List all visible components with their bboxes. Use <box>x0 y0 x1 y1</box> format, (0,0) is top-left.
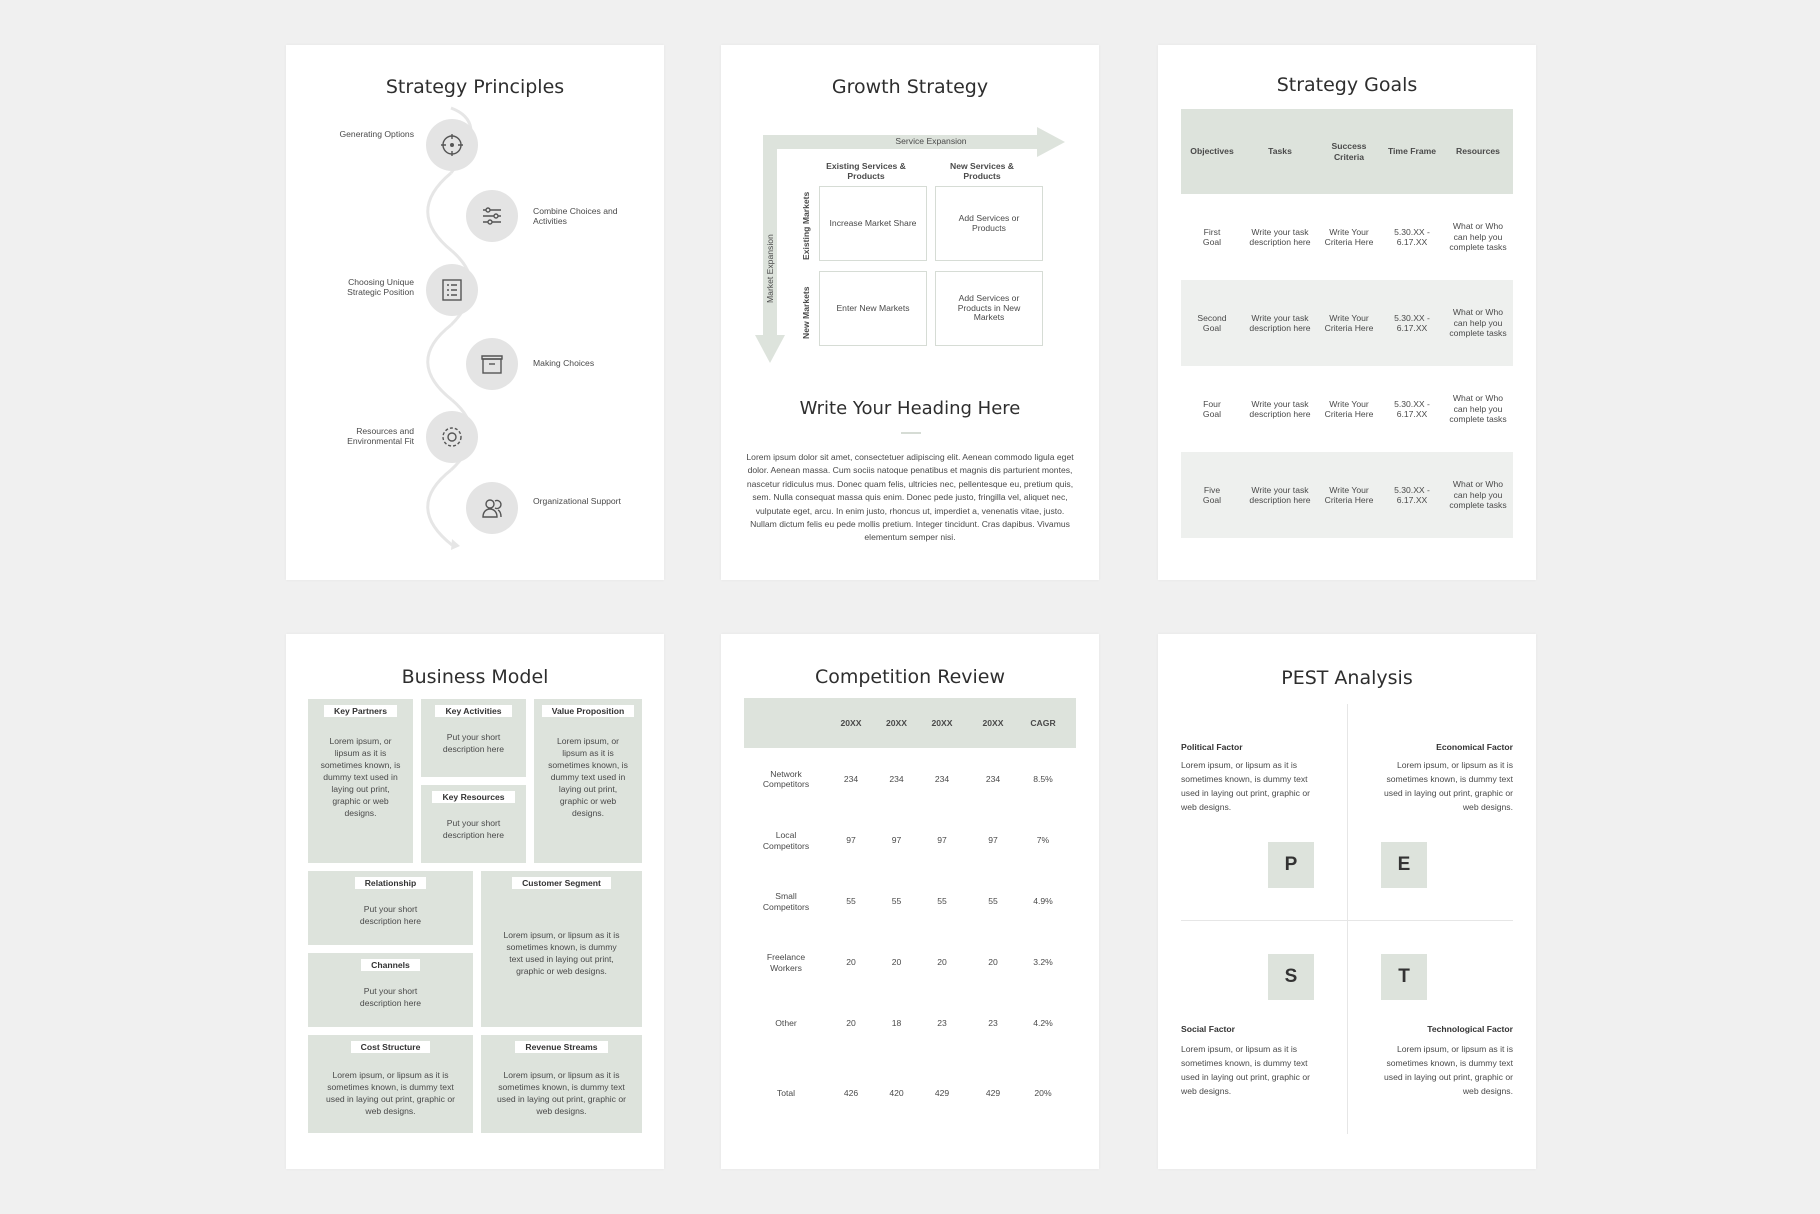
table-cell: Five Goal <box>1202 484 1222 505</box>
row-header-new: New Markets <box>801 286 811 339</box>
table-cell: 420 <box>889 1087 904 1098</box>
table-cell: Freelance Workers <box>766 952 806 973</box>
principle-label-6: Organizational Support <box>533 496 621 506</box>
matrix-cell-add-services: Add Services or Products <box>935 186 1043 261</box>
table-cell: Small Competitors <box>762 891 810 912</box>
card-value-proposition <box>534 699 642 863</box>
matrix-cell-increase-share: Increase Market Share <box>819 186 927 261</box>
table-cell: Write Your Criteria Here <box>1324 226 1374 247</box>
table-cell: Local Competitors <box>762 830 810 851</box>
service-expansion-label: Service Expansion <box>895 136 967 146</box>
card-text: Put your short description here <box>359 986 422 1008</box>
table-cell: 426 <box>843 1087 859 1098</box>
table-cell: 234 <box>889 773 904 784</box>
card-label: Channels <box>361 959 420 971</box>
principle-label-3: Choosing Unique Strategic Position <box>347 277 414 297</box>
table-cell: Write your task description here <box>1249 484 1311 505</box>
archive-box-icon <box>466 338 518 390</box>
table-cell: Write your task description here <box>1249 312 1311 333</box>
table-header-cell: 20XX <box>931 717 953 728</box>
card-text: Put your short description here <box>442 818 505 840</box>
page-competition-review <box>721 634 1099 1169</box>
card-relationship <box>308 871 473 945</box>
header-tasks: Tasks <box>1268 146 1292 157</box>
page-strategy-goals <box>1158 45 1536 580</box>
page-title: Business Model <box>401 666 549 688</box>
table-cell: 55 <box>846 896 856 907</box>
social-factor-label: Social Factor <box>1181 1024 1235 1034</box>
principle-label-5: Resources and Environmental Fit <box>347 426 414 446</box>
card-key-activities <box>421 699 526 777</box>
page-business-model <box>286 634 664 1169</box>
table-cell: 97 <box>988 835 998 846</box>
political-factor-label: Political Factor <box>1181 742 1243 752</box>
political-factor-text: Lorem ipsum, or lipsum as it is sometimes known, is dummy text used in laying out print, graphic or web designs. <box>1181 760 1310 812</box>
table-cell: Write Your Criteria Here <box>1324 484 1374 505</box>
users-icon <box>466 482 518 534</box>
table-cell: 20 <box>988 957 998 968</box>
table-row <box>744 932 1076 993</box>
table-cell: 7% <box>1036 835 1050 846</box>
col-header-existing: Existing Services & Products <box>826 161 906 182</box>
principle-label-1: Generating Options <box>339 129 414 139</box>
header-success-criteria: Success Criteria <box>1331 141 1367 162</box>
section-heading: Write Your Heading Here <box>799 398 1021 419</box>
table-cell: Four Goal <box>1202 398 1222 419</box>
card-label: Key Resources <box>432 791 514 803</box>
card-text: Put your short description here <box>359 904 422 926</box>
social-factor-text: Lorem ipsum, or lipsum as it is sometimes known, is dummy text used in laying out print, graphic or web designs. <box>1181 1044 1310 1096</box>
table-cell: 20% <box>1034 1087 1052 1098</box>
table-header-row <box>1181 109 1513 194</box>
table-cell: Other <box>775 1018 797 1029</box>
table-cell: 97 <box>937 835 947 846</box>
page-pest-analysis <box>1158 634 1536 1169</box>
political-letter-badge: P <box>1268 842 1314 888</box>
card-label: Relationship <box>355 877 427 889</box>
table-header-cell: 20XX <box>885 717 908 728</box>
row-header-existing: Existing Markets <box>801 191 811 260</box>
table-row <box>744 1054 1076 1132</box>
table-cell: Write your task description here <box>1249 398 1311 419</box>
card-text: Lorem ipsum, or lipsum as it is sometimes known, is dummy text used in laying out print, graphic or web designs. <box>503 930 620 976</box>
card-label: Value Proposition <box>542 705 635 717</box>
card-channels <box>308 953 473 1027</box>
table-cell: 8.5% <box>1033 773 1053 784</box>
sliders-icon <box>466 190 518 242</box>
table-cell: 4.9% <box>1033 896 1053 907</box>
page-strategy-principles <box>286 45 664 580</box>
card-label: Customer Segment <box>512 877 611 889</box>
table-row <box>1181 452 1513 538</box>
quadrant-divider-vertical <box>1347 704 1348 1134</box>
page-growth-strategy <box>721 45 1099 580</box>
card-key-partners <box>308 699 413 863</box>
header-resources: Resources <box>1456 146 1500 157</box>
technological-factor-text: Lorem ipsum, or lipsum as it is sometimes known, is dummy text used in laying out print, graphic or web designs. <box>1384 1044 1513 1096</box>
market-expansion-label: Market Expansion <box>765 234 775 303</box>
table-cell: 4.2% <box>1033 1018 1053 1029</box>
body-paragraph: Lorem ipsum dolor sit amet, consectetuer adipiscing elit. Aenean commodo ligula eget dolor. Aenean massa. Cum sociis natoque penatibus et magnis dis parturient montes, nascetur ridiculus mus. Donec quam felis, ultricies nec, pellentesque eu, pretium quis, sem. Nulla consequat massa quis enim. Donec pede justo, fringilla vel, aliquet nec, vulputate eget, arcu. In enim justo, rhoncus ut, imperdiet a, venenatis vitae, justo. Nullam dictum felis eu pede mollis pretium. Integer tincidunt. Cras dapibus. Vivamus elementum semper nisi. <box>746 452 1074 543</box>
card-key-resources <box>421 785 526 863</box>
table-header-cell: 20XX <box>840 717 862 728</box>
checklist-icon <box>426 264 478 316</box>
card-label: Key Activities <box>435 705 511 717</box>
principle-label-2: Combine Choices and Activities <box>533 206 618 226</box>
table-cell: What or Who can help you complete tasks <box>1449 307 1507 339</box>
goals-table <box>1181 109 1513 538</box>
page-title: Competition Review <box>814 666 1006 688</box>
col-header-new: New Services & Products <box>949 161 1014 182</box>
card-text: Lorem ipsum, or lipsum as it is sometimes known, is dummy text used in laying out print, graphic or web designs. <box>326 1070 455 1116</box>
table-cell: What or Who can help you complete tasks <box>1449 393 1507 425</box>
card-cost-structure <box>308 1035 473 1133</box>
table-cell: 5.30.XX - 6.17.XX <box>1394 398 1430 419</box>
table-cell: Write Your Criteria Here <box>1324 312 1374 333</box>
page-title: Growth Strategy <box>831 76 989 98</box>
table-cell: 5.30.XX - 6.17.XX <box>1394 226 1430 247</box>
table-row <box>744 748 1076 810</box>
compass-icon <box>426 119 478 171</box>
table-header-cell: 20XX <box>982 717 1004 728</box>
table-cell: 23 <box>988 1018 998 1029</box>
table-cell: 429 <box>934 1087 950 1098</box>
technological-factor-label: Technological Factor <box>1427 1024 1513 1034</box>
table-row <box>744 993 1076 1054</box>
economical-letter-badge: E <box>1381 842 1427 888</box>
card-label: Cost Structure <box>351 1041 431 1053</box>
card-revenue-streams <box>481 1035 642 1133</box>
gear-icon <box>426 411 478 463</box>
card-text: Lorem ipsum, or lipsum as it is sometimes known, is dummy text used in laying out print, graphic or web designs. <box>548 736 628 818</box>
table-cell: 20 <box>846 957 856 968</box>
table-cell: Second Goal <box>1197 312 1227 333</box>
table-cell: 23 <box>937 1018 947 1029</box>
card-text: Put your short description here <box>442 732 505 754</box>
economical-factor-label: Economical Factor <box>1436 742 1513 752</box>
table-row <box>744 871 1076 932</box>
principle-label-4: Making Choices <box>533 358 595 368</box>
table-cell: Network Competitors <box>762 768 810 789</box>
table-row <box>744 810 1076 871</box>
card-label: Key Partners <box>324 705 397 717</box>
table-header-cell: CAGR <box>1030 717 1056 728</box>
card-text: Lorem ipsum, or lipsum as it is sometimes known, is dummy text used in laying out print, graphic or web designs. <box>320 736 401 818</box>
table-cell: 3.2% <box>1033 957 1053 968</box>
table-cell: Write Your Criteria Here <box>1324 398 1374 419</box>
page-title: Strategy Principles <box>385 76 565 98</box>
matrix-cell-enter-markets: Enter New Markets <box>819 271 927 346</box>
table-cell: 234 <box>985 773 1001 784</box>
technological-letter-badge: T <box>1381 954 1427 1000</box>
table-cell: Total <box>776 1087 796 1098</box>
table-cell: 18 <box>891 1018 902 1029</box>
table-cell: 234 <box>843 773 859 784</box>
competition-table <box>744 698 1076 1132</box>
table-cell: 55 <box>988 896 998 907</box>
table-cell: What or Who can help you complete tasks <box>1449 479 1507 511</box>
table-cell: 20 <box>846 1018 856 1029</box>
table-row <box>1181 194 1513 280</box>
economical-factor-text: Lorem ipsum, or lipsum as it is sometimes known, is dummy text used in laying out print, graphic or web designs. <box>1384 760 1513 812</box>
table-header-row <box>744 698 1076 748</box>
table-cell: What or Who can help you complete tasks <box>1449 221 1507 253</box>
table-cell: 234 <box>934 773 950 784</box>
header-objectives: Objectives <box>1190 146 1234 157</box>
table-cell: 5.30.XX - 6.17.XX <box>1394 312 1430 333</box>
table-cell: 20 <box>937 957 947 968</box>
social-letter-badge: S <box>1268 954 1314 1000</box>
table-cell: 97 <box>891 835 902 846</box>
table-row <box>1181 280 1513 366</box>
table-row <box>1181 366 1513 452</box>
header-time-frame: Time Frame <box>1387 146 1437 157</box>
table-cell: First Goal <box>1202 226 1222 247</box>
matrix-cell-add-new-markets: Add Services or Products in New Markets <box>935 271 1043 346</box>
card-text: Lorem ipsum, or lipsum as it is sometimes known, is dummy text used in laying out print, graphic or web designs. <box>497 1070 626 1116</box>
page-title: Strategy Goals <box>1276 74 1418 96</box>
table-cell: 97 <box>846 835 856 846</box>
card-label: Revenue Streams <box>515 1041 607 1053</box>
heading-divider <box>901 432 921 434</box>
table-cell: 20 <box>891 957 902 968</box>
page-title: PEST Analysis <box>1281 667 1413 689</box>
table-cell: 55 <box>937 896 947 907</box>
table-cell: 55 <box>891 896 902 907</box>
table-cell: 5.30.XX - 6.17.XX <box>1394 484 1430 505</box>
quadrant-divider-horizontal <box>1181 920 1513 921</box>
card-customer-segment <box>481 871 642 1027</box>
table-cell: Write your task description here <box>1249 226 1311 247</box>
table-cell: 429 <box>985 1087 1001 1098</box>
